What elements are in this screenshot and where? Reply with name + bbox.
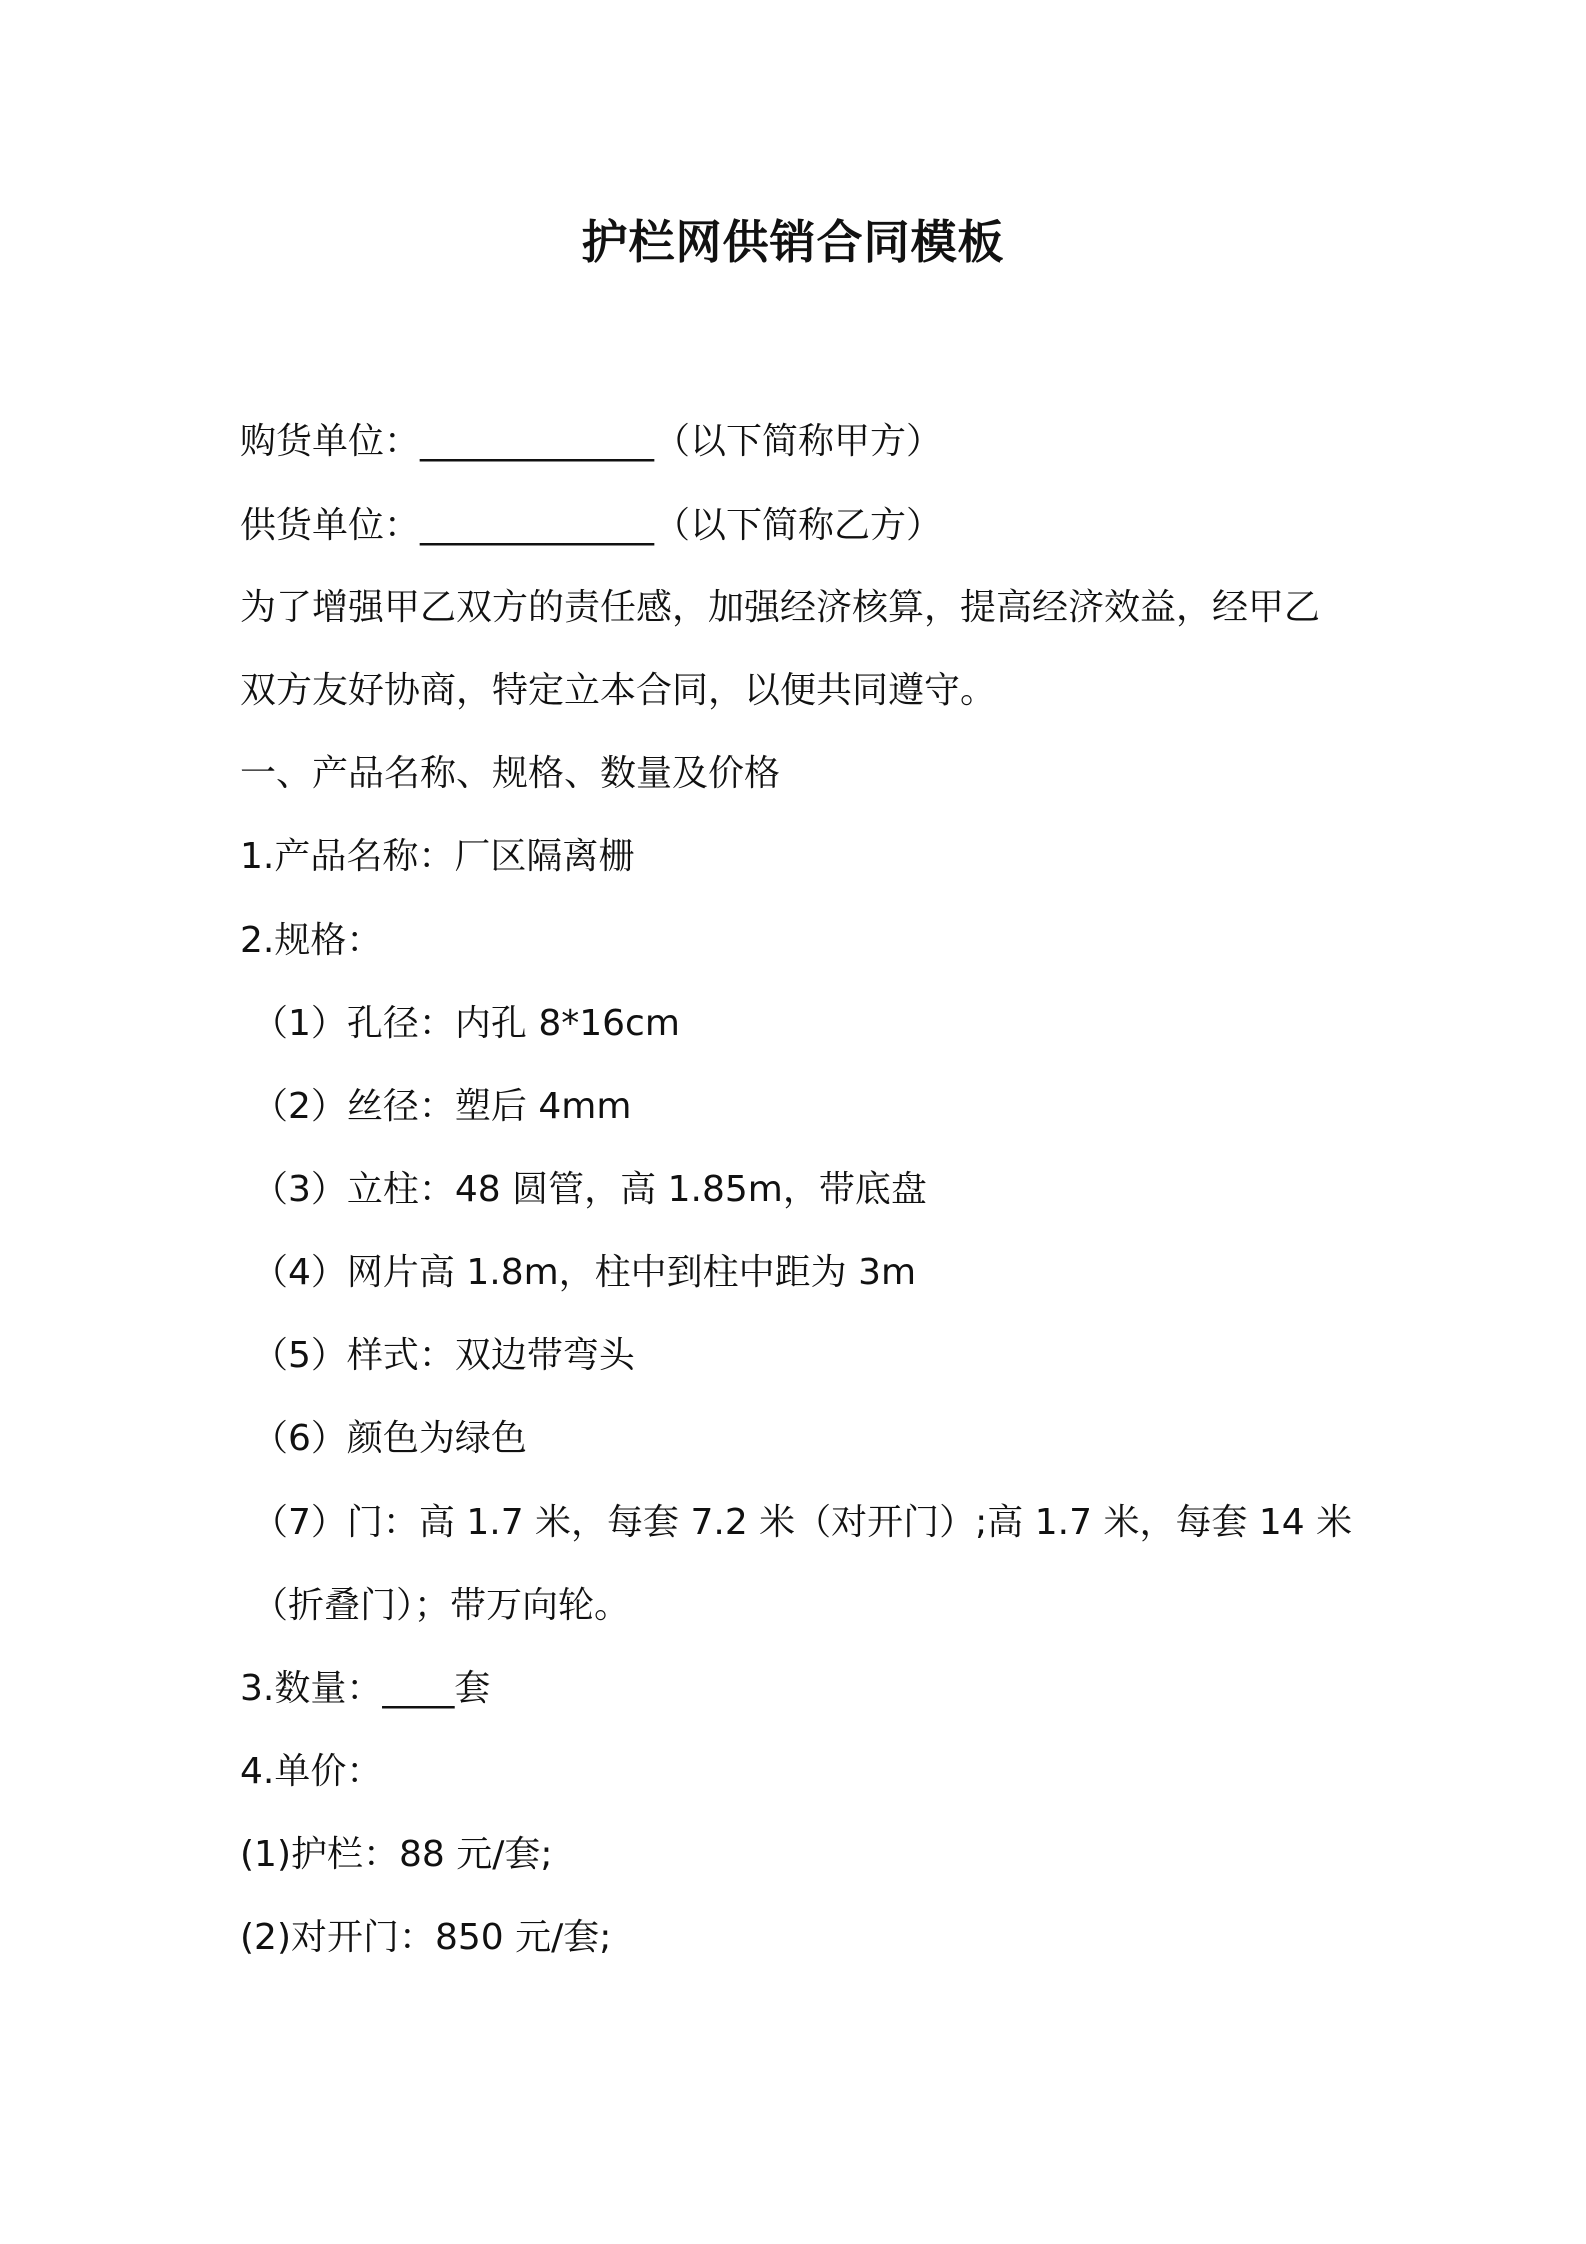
spec-item-1: （1）孔径：内孔 8*16cm — [252, 1003, 680, 1044]
spec-item-2: （2）丝径：塑后 4mm — [252, 1086, 632, 1127]
preamble-line-1: 为了增强甲乙双方的责任感，加强经济核算，提高经济效益，经甲乙 — [240, 587, 1321, 628]
supplier-line: 供货单位：_____________（以下简称乙方） — [240, 505, 943, 546]
product-name-line: 1.产品名称：厂区隔离栅 — [240, 836, 635, 877]
spec-heading: 2.规格： — [240, 920, 383, 961]
spec-item-4: （4）网片高 1.8m，柱中到柱中距为 3m — [252, 1252, 917, 1293]
unit-price-heading: 4.单价： — [240, 1751, 383, 1792]
spec-item-5: （5）样式：双边带弯头 — [252, 1335, 635, 1376]
spec-item-6: （6）颜色为绿色 — [252, 1418, 527, 1459]
spec-item-3: （3）立柱：48 圆管，高 1.85m，带底盘 — [252, 1169, 927, 1210]
document-title: 护栏网供销合同模板 — [581, 215, 1005, 269]
quantity-line: 3.数量：____套 — [240, 1668, 491, 1709]
spec-item-7: （7）门：高 1.7 米，每套 7.2 米（对开门）;高 1.7 米，每套 14 米 — [252, 1502, 1353, 1543]
price-item-1: (1)护栏：88 元/套; — [240, 1834, 553, 1875]
preamble-line-2: 双方友好协商，特定立本合同，以便共同遵守。 — [240, 670, 997, 711]
section-heading: 一、产品名称、规格、数量及价格 — [240, 753, 781, 794]
buyer-line: 购货单位：_____________（以下简称甲方） — [240, 421, 943, 462]
price-item-2: (2)对开门：850 元/套; — [240, 1917, 612, 1958]
spec-item-7-continued: （折叠门）；带万向轮。 — [252, 1585, 631, 1626]
